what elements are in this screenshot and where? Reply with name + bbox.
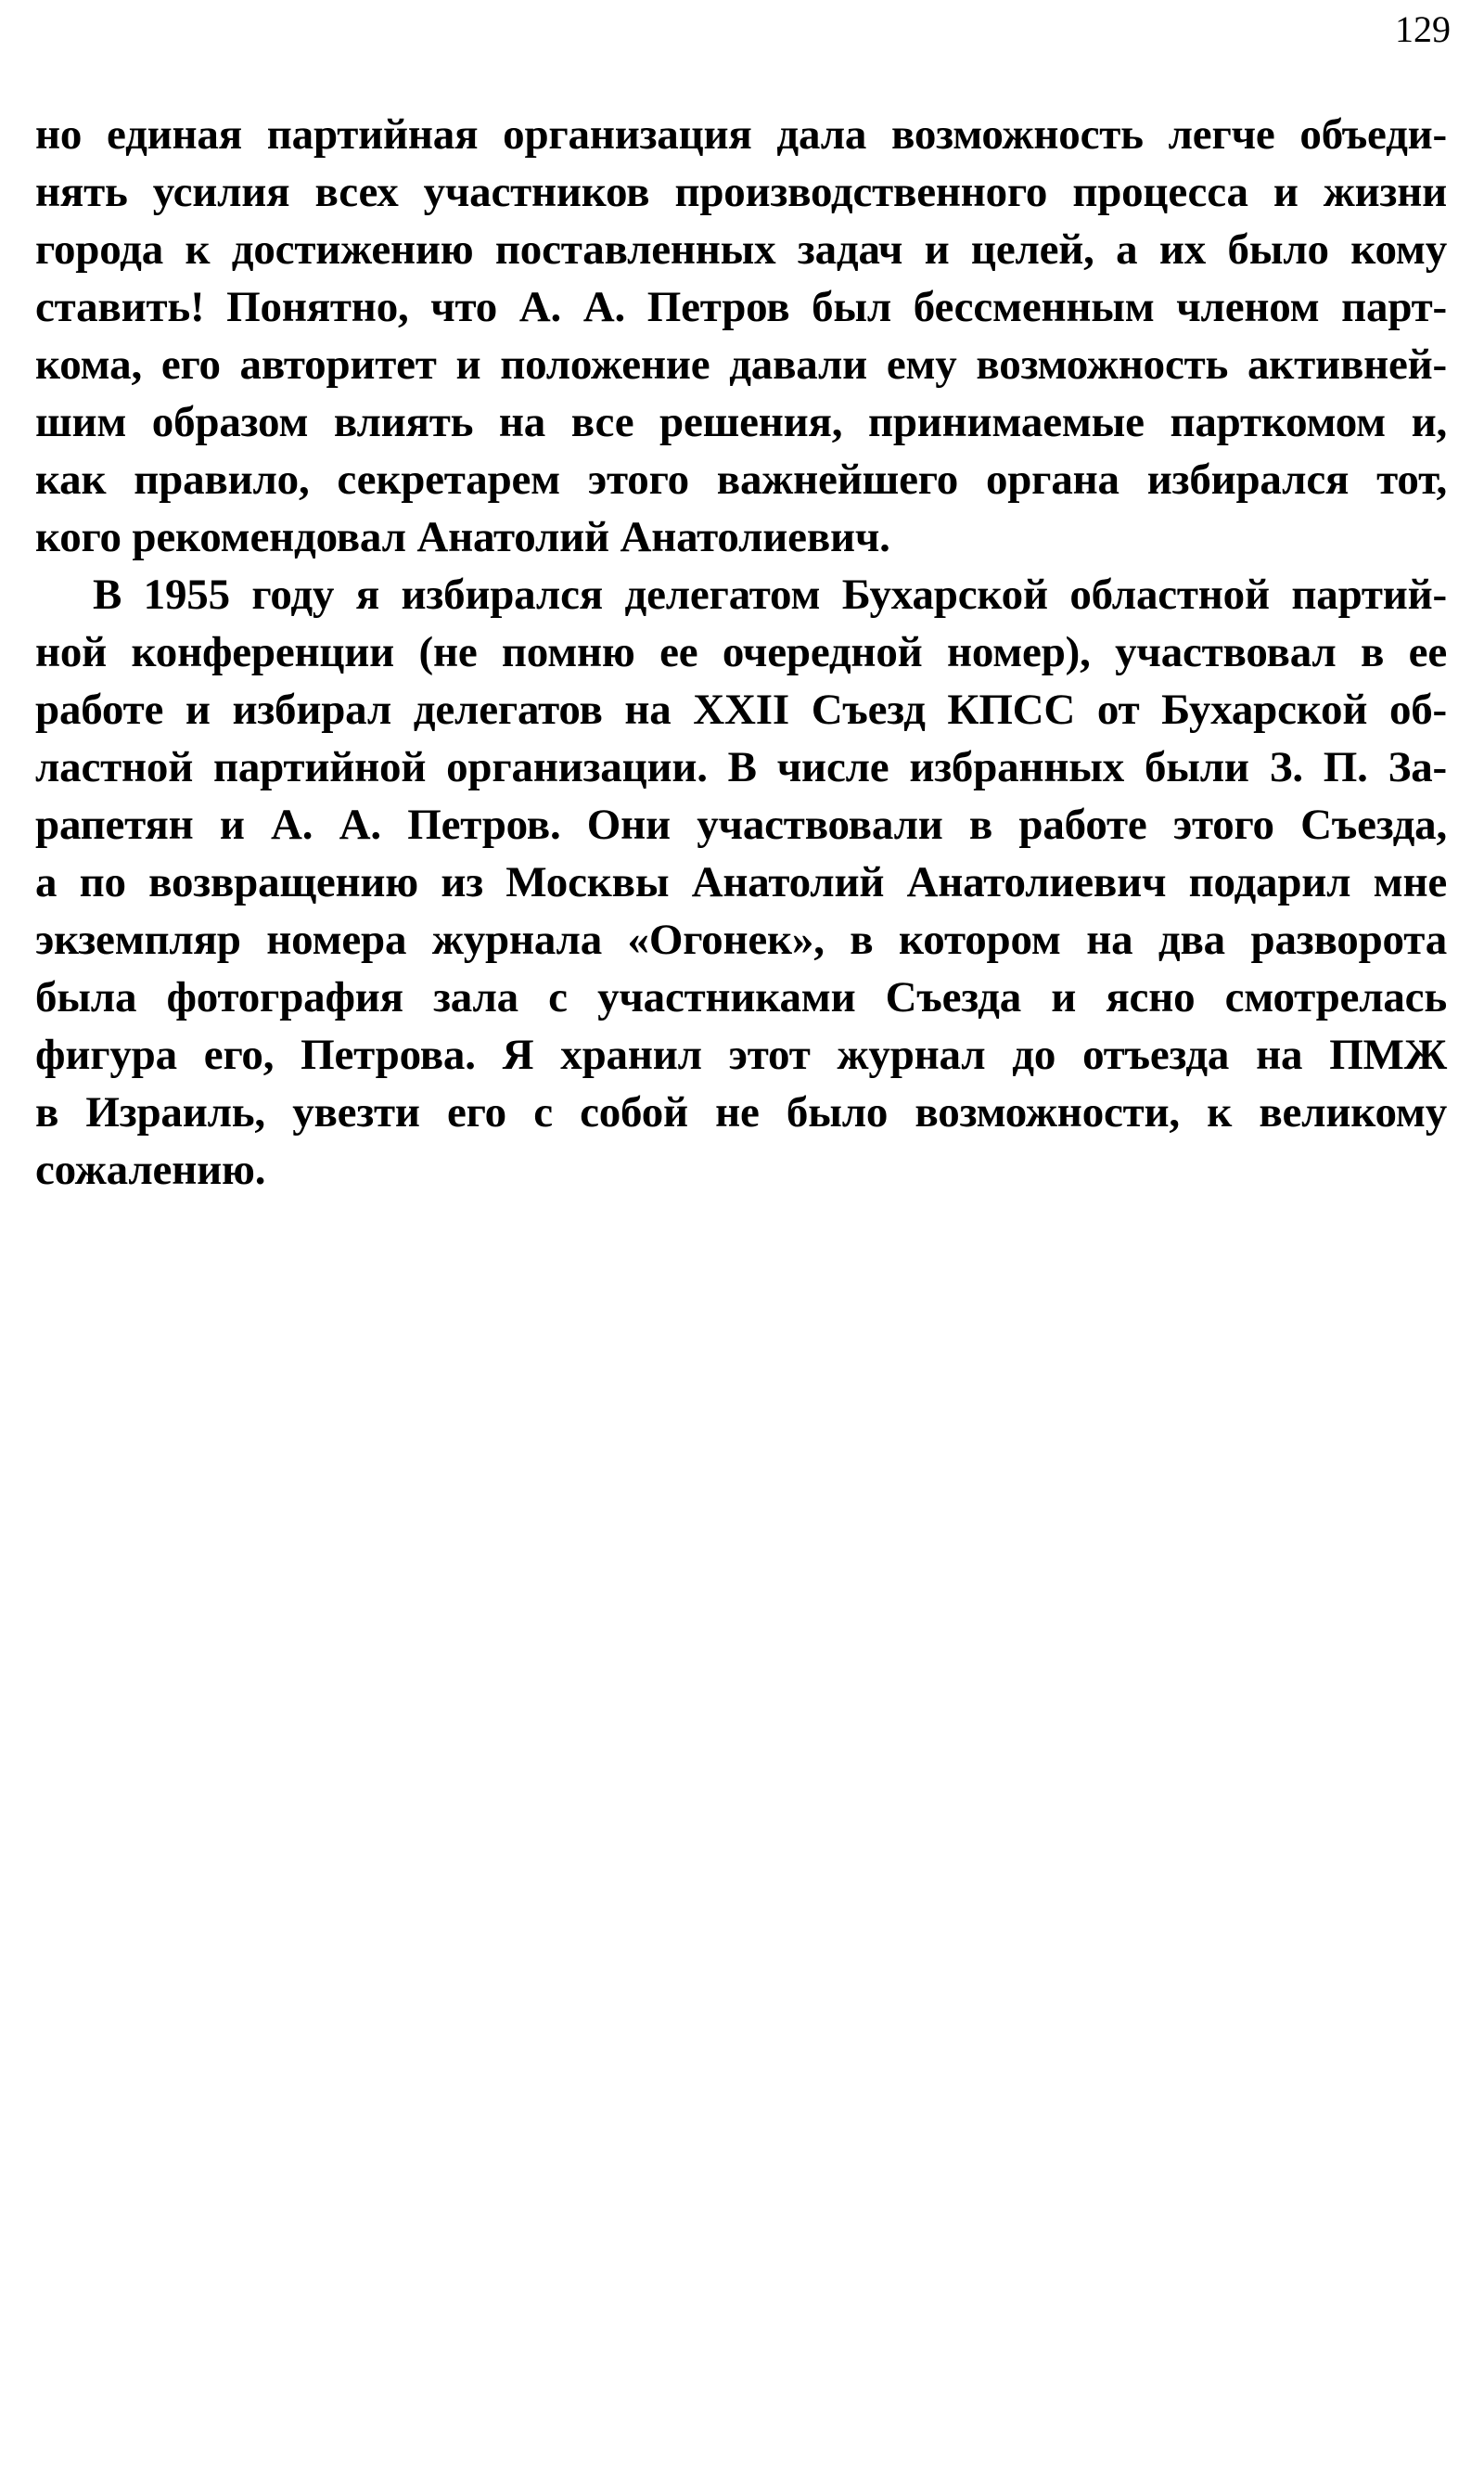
text-line: ластной партийной организации. В числе избранных были З. П. За- <box>35 743 1447 791</box>
text-line: фигура его, Петрова. Я хранил этот журнал до отъезда на ПМЖ <box>35 1031 1447 1079</box>
text-line: шим образом влиять на все решения, принимаемые парткомом и, <box>35 398 1447 446</box>
text-line: кома, его авторитет и положение давали ему возможность активней- <box>35 340 1447 389</box>
text-line: нять усилия всех участников производственного процесса и жизни <box>35 168 1447 216</box>
text-line: рапетян и А. А. Петров. Они участвовали в работе этого Съезда, <box>35 801 1447 849</box>
paragraph-1 <box>35 106 1447 566</box>
text-line: кого рекомендовал Анатолий Анатолиевич. <box>35 513 890 561</box>
text-line: но единая партийная организация дала возможность легче объеди- <box>35 110 1447 159</box>
text-line: В 1955 году я избирался делегатом Бухарской областной партий- <box>93 571 1447 619</box>
text-line: как правило, секретарем этого важнейшего органа избирался тот, <box>35 456 1447 504</box>
text-line: в Израиль, увезти его с собой не было возможности, к великому <box>35 1088 1447 1137</box>
text-line: сожалению. <box>35 1146 266 1194</box>
text-line: была фотография зала с участниками Съезда и ясно смотрелась <box>35 973 1447 1021</box>
body-text <box>35 106 1447 1199</box>
text-line: ной конференции (не помню ее очередной номер), участвовал в ее <box>35 628 1447 676</box>
text-line: а по возвращению из Москвы Анатолий Анатолиевич подарил мне <box>35 858 1447 906</box>
text-line: ставить! Понятно, что А. А. Петров был бессменным членом парт- <box>35 283 1447 331</box>
text-line: работе и избирал делегатов на XXII Съезд КПСС от Бухарской об- <box>35 686 1447 734</box>
text-line: экземпляр номера журнала «Огонек», в котором на два разворота <box>35 916 1447 964</box>
paragraph-2 <box>35 566 1447 1199</box>
text-line: города к достижению поставленных задач и целей, а их было кому <box>35 225 1447 274</box>
page-number: 129 <box>1395 8 1451 50</box>
